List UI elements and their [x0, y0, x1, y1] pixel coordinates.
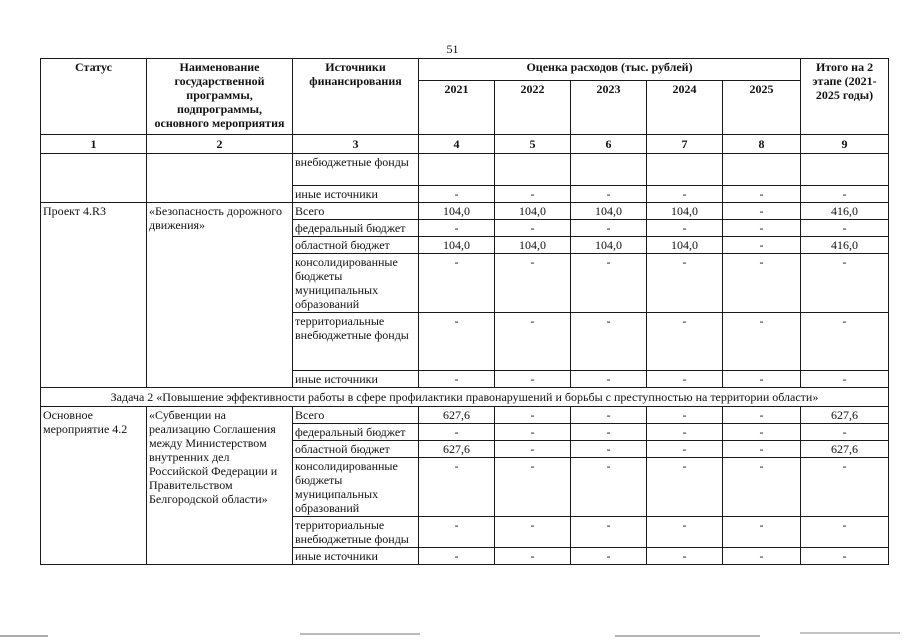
source-cell: консолидированные бюджеты муниципальных образований: [293, 458, 419, 517]
value-cell: 104,0: [571, 203, 647, 220]
value-cell: -: [571, 407, 647, 424]
value-cell: 416,0: [801, 237, 889, 254]
value-cell: -: [419, 548, 495, 565]
value-cell: -: [801, 548, 889, 565]
column-number: 9: [801, 135, 889, 154]
value-cell: -: [801, 254, 889, 313]
value-cell: -: [723, 313, 801, 371]
value-cell: -: [495, 441, 571, 458]
value-cell: -: [419, 313, 495, 371]
value-cell: -: [647, 371, 723, 388]
table-row: [41, 154, 889, 186]
value-cell: -: [571, 517, 647, 548]
value-cell: -: [723, 254, 801, 313]
name-cell: [147, 154, 293, 203]
value-cell: -: [647, 254, 723, 313]
name-cell: «Безопасность дорожного движения»: [147, 203, 293, 388]
value-cell: 104,0: [419, 203, 495, 220]
source-cell: Всего: [293, 407, 419, 424]
status-cell: [41, 154, 147, 203]
value-cell: -: [419, 254, 495, 313]
source-cell: консолидированные бюджеты муниципальных образований: [293, 254, 419, 313]
value-cell: -: [801, 424, 889, 441]
source-cell: Всего: [293, 203, 419, 220]
value-cell: -: [723, 441, 801, 458]
source-cell: внебюджетные фонды: [293, 154, 419, 186]
header-year: 2022: [495, 81, 571, 135]
value-cell: -: [801, 186, 889, 203]
value-cell: -: [571, 220, 647, 237]
value-cell: -: [723, 517, 801, 548]
value-cell: -: [801, 371, 889, 388]
value-cell: -: [723, 548, 801, 565]
value-cell: -: [723, 407, 801, 424]
value-cell: -: [723, 371, 801, 388]
value-cell: 104,0: [647, 237, 723, 254]
source-cell: иные источники: [293, 371, 419, 388]
value-cell: -: [495, 458, 571, 517]
value-cell: -: [723, 186, 801, 203]
header-total: Итого на 2 этапе (2021-2025 годы): [801, 59, 889, 135]
value-cell: -: [647, 548, 723, 565]
table-row: [41, 203, 889, 220]
header-sources: Источники финансирования: [293, 59, 419, 135]
value-cell: -: [419, 517, 495, 548]
column-numbers-row: [41, 135, 889, 154]
name-cell: «Субвенции на реализацию Соглашения между Министерством внутренних дел Российской Федерации и Правительством Белгородской области»: [147, 407, 293, 565]
value-cell: 627,6: [419, 441, 495, 458]
source-cell: иные источники: [293, 186, 419, 203]
value-cell: -: [723, 237, 801, 254]
header-name: Наименование государственной программы, подпрограммы, основного мероприятия: [147, 59, 293, 135]
value-cell: 627,6: [801, 407, 889, 424]
value-cell: -: [571, 458, 647, 517]
value-cell: -: [647, 517, 723, 548]
value-cell: -: [801, 517, 889, 548]
value-cell: -: [571, 548, 647, 565]
value-cell: -: [419, 186, 495, 203]
value-cell: -: [495, 220, 571, 237]
value-cell: -: [419, 371, 495, 388]
header-expenses: Оценка расходов (тыс. рублей): [419, 59, 801, 81]
value-cell: [801, 154, 889, 186]
source-cell: иные источники: [293, 548, 419, 565]
value-cell: -: [571, 424, 647, 441]
header-status: Статус: [41, 59, 147, 135]
value-cell: -: [801, 220, 889, 237]
header-year: 2024: [647, 81, 723, 135]
header-year: 2025: [723, 81, 801, 135]
expenses-table: [40, 58, 889, 565]
column-number: 3: [293, 135, 419, 154]
value-cell: 104,0: [647, 203, 723, 220]
column-number: 4: [419, 135, 495, 154]
value-cell: [571, 154, 647, 186]
value-cell: 104,0: [495, 237, 571, 254]
value-cell: [419, 154, 495, 186]
source-cell: территориальные внебюджетные фонды: [293, 517, 419, 548]
value-cell: -: [801, 313, 889, 371]
task-title: Задача 2 «Повышение эффективности работы в сфере профилактики правонарушений и борьбы с преступностью на территории области»: [41, 388, 889, 407]
value-cell: -: [647, 424, 723, 441]
value-cell: -: [571, 313, 647, 371]
value-cell: [495, 154, 571, 186]
value-cell: -: [571, 371, 647, 388]
value-cell: -: [647, 441, 723, 458]
source-cell: территориальные внебюджетные фонды: [293, 313, 419, 371]
value-cell: -: [571, 186, 647, 203]
value-cell: -: [495, 313, 571, 371]
value-cell: -: [495, 186, 571, 203]
value-cell: -: [723, 424, 801, 441]
value-cell: [647, 154, 723, 186]
value-cell: -: [723, 220, 801, 237]
source-cell: федеральный бюджет: [293, 424, 419, 441]
value-cell: -: [647, 220, 723, 237]
source-cell: федеральный бюджет: [293, 220, 419, 237]
value-cell: 416,0: [801, 203, 889, 220]
table-row: [41, 407, 889, 424]
header-year: 2023: [571, 81, 647, 135]
value-cell: -: [647, 186, 723, 203]
column-number: 1: [41, 135, 147, 154]
value-cell: -: [495, 548, 571, 565]
value-cell: 627,6: [801, 441, 889, 458]
column-number: 7: [647, 135, 723, 154]
value-cell: -: [495, 407, 571, 424]
value-cell: -: [723, 458, 801, 517]
value-cell: -: [571, 254, 647, 313]
page-edge-lines: [0, 630, 905, 640]
value-cell: -: [495, 254, 571, 313]
column-number: 2: [147, 135, 293, 154]
source-cell: областной бюджет: [293, 441, 419, 458]
status-cell: Основное мероприятие 4.2: [41, 407, 147, 565]
value-cell: -: [723, 203, 801, 220]
task-row: [41, 388, 889, 407]
source-cell: областной бюджет: [293, 237, 419, 254]
value-cell: 104,0: [419, 237, 495, 254]
value-cell: 104,0: [571, 237, 647, 254]
value-cell: -: [495, 517, 571, 548]
value-cell: -: [801, 458, 889, 517]
value-cell: -: [495, 424, 571, 441]
value-cell: [723, 154, 801, 186]
value-cell: 104,0: [495, 203, 571, 220]
value-cell: -: [647, 458, 723, 517]
value-cell: -: [647, 313, 723, 371]
status-cell: Проект 4.R3: [41, 203, 147, 388]
value-cell: -: [571, 441, 647, 458]
header-year: 2021: [419, 81, 495, 135]
value-cell: -: [419, 458, 495, 517]
value-cell: -: [495, 371, 571, 388]
column-number: 5: [495, 135, 571, 154]
value-cell: 627,6: [419, 407, 495, 424]
value-cell: -: [647, 407, 723, 424]
column-number: 8: [723, 135, 801, 154]
value-cell: -: [419, 424, 495, 441]
page-number: 51: [446, 42, 459, 56]
column-number: 6: [571, 135, 647, 154]
value-cell: -: [419, 220, 495, 237]
